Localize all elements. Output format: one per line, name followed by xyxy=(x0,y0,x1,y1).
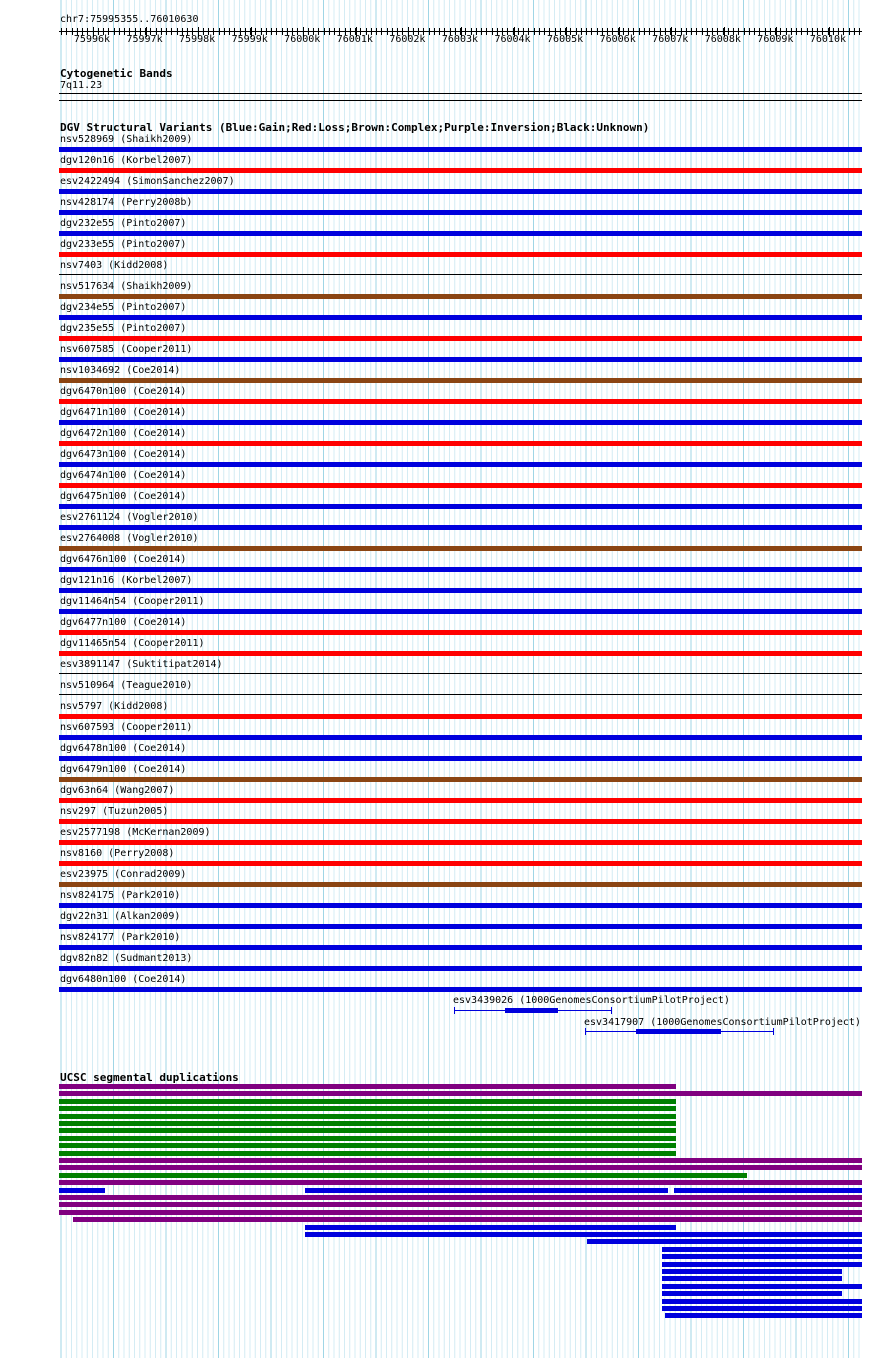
segdup-feature[interactable] xyxy=(662,1254,862,1259)
segdup-feature[interactable] xyxy=(59,1128,676,1133)
ruler-minor-tick xyxy=(807,28,808,35)
dgv-variant-bar[interactable] xyxy=(59,777,862,782)
dgv-variant-bar[interactable] xyxy=(59,735,862,740)
ruler-tick-label: 75998k xyxy=(179,34,216,45)
dgv-variant-label[interactable]: dgv6470n100 (Coe2014) xyxy=(60,386,187,397)
segdup-feature[interactable] xyxy=(662,1291,842,1296)
dgv-variant-bar[interactable] xyxy=(59,882,862,887)
cytoband-label: 7q11.23 xyxy=(60,80,103,91)
ruler-minor-tick xyxy=(854,28,855,35)
ruler-minor-tick xyxy=(534,28,535,35)
segdup-feature[interactable] xyxy=(59,1114,676,1119)
dgv-variant-bar[interactable] xyxy=(59,588,862,593)
dgv-variant-label[interactable]: dgv120n16 (Korbel2007) xyxy=(60,155,193,166)
dgv-variant-label[interactable]: nsv517634 (Shaikh2009) xyxy=(60,281,193,292)
dgv-variant-label[interactable]: nsv5797 (Kidd2008) xyxy=(60,701,169,712)
dgv-variant-bar[interactable] xyxy=(59,945,862,950)
small-variant-1-endcap xyxy=(611,1007,612,1014)
dgv-variant-label[interactable]: nsv824175 (Park2010) xyxy=(60,890,181,901)
dgv-variant-label[interactable]: nsv824177 (Park2010) xyxy=(60,932,181,943)
dgv-variant-label[interactable]: dgv11464n54 (Cooper2011) xyxy=(60,596,205,607)
segdup-feature[interactable] xyxy=(662,1247,862,1252)
ruler-minor-tick xyxy=(691,28,692,35)
dgv-variant-label[interactable]: nsv607593 (Cooper2011) xyxy=(60,722,193,733)
ruler-minor-tick xyxy=(376,28,377,35)
dgv-variant-bar[interactable] xyxy=(59,798,862,803)
ruler-minor-tick xyxy=(801,28,802,35)
dgv-variant-label[interactable]: nsv510964 (Teague2010) xyxy=(60,680,193,691)
segdup-feature[interactable] xyxy=(59,1099,676,1104)
segdup-feature[interactable] xyxy=(59,1106,676,1111)
ruler-tick-label: 76010k xyxy=(809,34,846,45)
dgv-variant-label[interactable]: dgv6476n100 (Coe2014) xyxy=(60,554,187,565)
dgv-variant-bar[interactable] xyxy=(59,651,862,656)
ruler-minor-tick xyxy=(114,28,115,35)
dgv-variant-label[interactable]: dgv6474n100 (Coe2014) xyxy=(60,470,187,481)
ruler-minor-tick xyxy=(66,28,67,35)
segdup-feature[interactable] xyxy=(305,1225,676,1230)
ruler-minor-tick xyxy=(72,28,73,35)
dgv-variant-bar[interactable] xyxy=(59,546,862,551)
ruler-minor-tick xyxy=(696,28,697,35)
dgv-variant-label[interactable]: dgv6478n100 (Coe2014) xyxy=(60,743,187,754)
dgv-variant-label[interactable]: esv23975 (Conrad2009) xyxy=(60,869,187,880)
segdup-feature[interactable] xyxy=(59,1173,747,1178)
dgv-variant-bar[interactable] xyxy=(59,294,862,299)
dgv-variant-label[interactable]: dgv6472n100 (Coe2014) xyxy=(60,428,187,439)
ruler-tick-label: 76008k xyxy=(704,34,741,45)
ruler-minor-tick xyxy=(754,28,755,35)
dgv-variant-bar[interactable] xyxy=(59,609,862,614)
dgv-track-title: DGV Structural Variants (Blue:Gain;Red:Loss;Brown:Complex;Purple:Inversion;Black:Unknown) xyxy=(60,121,650,134)
ruler-minor-tick xyxy=(276,28,277,35)
ruler-minor-tick xyxy=(381,28,382,35)
dgv-variant-label[interactable]: nsv1034692 (Coe2014) xyxy=(60,365,181,376)
dgv-variant-label[interactable]: esv2422494 (SimonSanchez2007) xyxy=(60,176,235,187)
ruler-minor-tick xyxy=(282,28,283,35)
dgv-variant-bar[interactable] xyxy=(59,378,862,383)
dgv-variant-label[interactable]: dgv6471n100 (Coe2014) xyxy=(60,407,187,418)
ruler-minor-tick xyxy=(434,28,435,35)
segdup-feature[interactable] xyxy=(662,1262,862,1267)
dgv-variant-label[interactable]: dgv11465n54 (Cooper2011) xyxy=(60,638,205,649)
segdup-feature[interactable] xyxy=(59,1165,862,1170)
ruler-minor-tick xyxy=(119,28,120,35)
dgv-variant-label[interactable]: dgv6475n100 (Coe2014) xyxy=(60,491,187,502)
dgv-variant-bar[interactable] xyxy=(59,567,862,572)
ruler-minor-tick xyxy=(224,28,225,35)
segdup-feature[interactable] xyxy=(587,1239,862,1244)
segdup-feature[interactable] xyxy=(662,1276,842,1281)
ruler-minor-tick xyxy=(859,28,860,35)
small-variant-label[interactable]: esv3439026 (1000GenomesConsortiumPilotProject) xyxy=(453,995,730,1006)
dgv-variant-bar[interactable] xyxy=(59,252,862,257)
dgv-variant-label[interactable]: dgv234e55 (Pinto2007) xyxy=(60,302,187,313)
cytoband-divider xyxy=(59,100,862,101)
ruler-minor-tick xyxy=(329,28,330,35)
ruler-tick-label: 76002k xyxy=(389,34,426,45)
dgv-variant-label[interactable]: dgv235e55 (Pinto2007) xyxy=(60,323,187,334)
dgv-variant-bar[interactable] xyxy=(59,756,862,761)
segdup-feature[interactable] xyxy=(59,1202,862,1207)
cytoband-track-title: Cytogenetic Bands xyxy=(60,67,173,80)
ruler-minor-tick xyxy=(171,28,172,35)
dgv-variant-label[interactable]: dgv82n82 (Sudmant2013) xyxy=(60,953,193,964)
ruler-minor-tick xyxy=(486,28,487,35)
segdup-feature[interactable] xyxy=(59,1084,676,1089)
small-variant-1-endcap xyxy=(454,1007,455,1014)
segdup-feature[interactable] xyxy=(59,1210,862,1215)
dgv-variant-label[interactable]: esv2577198 (McKernan2009) xyxy=(60,827,211,838)
ruler-minor-tick xyxy=(796,28,797,35)
dgv-variant-bar[interactable] xyxy=(59,231,862,236)
dgv-variant-bar[interactable] xyxy=(59,924,862,929)
dgv-variant-bar[interactable] xyxy=(59,840,862,845)
dgv-variant-bar[interactable] xyxy=(59,147,862,152)
cytoband-bar xyxy=(59,93,862,94)
dgv-variant-bar[interactable] xyxy=(59,357,862,362)
dgv-variant-bar[interactable] xyxy=(59,630,862,635)
dgv-variant-label[interactable]: dgv6479n100 (Coe2014) xyxy=(60,764,187,775)
ruler-minor-tick xyxy=(644,28,645,35)
dgv-variant-label[interactable]: dgv6473n100 (Coe2014) xyxy=(60,449,187,460)
ruler-minor-tick xyxy=(591,28,592,35)
segdup-feature[interactable] xyxy=(59,1195,862,1200)
dgv-variant-bar[interactable] xyxy=(59,504,862,509)
dgv-variant-bar[interactable] xyxy=(59,274,862,275)
dgv-variant-bar[interactable] xyxy=(59,966,862,971)
dgv-variant-bar[interactable] xyxy=(59,420,862,425)
dgv-variant-label[interactable]: nsv297 (Tuzun2005) xyxy=(60,806,169,817)
ruler-minor-tick xyxy=(439,28,440,35)
ruler-minor-tick xyxy=(61,28,62,35)
ruler-minor-tick xyxy=(429,28,430,35)
dgv-variant-label[interactable]: nsv528969 (Shaikh2009) xyxy=(60,134,193,145)
ruler-tick-label: 76001k xyxy=(336,34,373,45)
dgv-variant-bar[interactable] xyxy=(59,673,862,674)
dgv-variant-label[interactable]: dgv22n31 (Alkan2009) xyxy=(60,911,181,922)
segdup-feature[interactable] xyxy=(674,1188,863,1193)
dgv-variant-label[interactable]: esv2764008 (Vogler2010) xyxy=(60,533,199,544)
dgv-variant-bar[interactable] xyxy=(59,483,862,488)
ruler-minor-tick xyxy=(229,28,230,35)
dgv-variant-bar[interactable] xyxy=(59,694,862,695)
dgv-variant-bar[interactable] xyxy=(59,399,862,404)
dgv-variant-label[interactable]: dgv63n64 (Wang2007) xyxy=(60,785,175,796)
segdup-feature[interactable] xyxy=(59,1188,105,1193)
ruler-minor-tick xyxy=(649,28,650,35)
dgv-variant-bar[interactable] xyxy=(59,210,862,215)
ruler-minor-tick xyxy=(334,28,335,35)
dgv-variant-label[interactable]: nsv607585 (Cooper2011) xyxy=(60,344,193,355)
segdup-feature[interactable] xyxy=(662,1299,862,1304)
dgv-variant-bar[interactable] xyxy=(59,189,862,194)
ruler-minor-tick xyxy=(166,28,167,35)
ruler-minor-tick xyxy=(849,28,850,35)
ruler-tick-label: 75997k xyxy=(126,34,163,45)
dgv-variant-label[interactable]: esv2761124 (Vogler2010) xyxy=(60,512,199,523)
segdup-feature[interactable] xyxy=(662,1284,862,1289)
segdup-track-title: UCSC segmental duplications xyxy=(60,1071,239,1084)
segdup-feature[interactable] xyxy=(59,1180,862,1185)
ruler-minor-tick xyxy=(702,28,703,35)
ruler-minor-tick xyxy=(219,28,220,35)
ruler-tick-label: 75996k xyxy=(73,34,111,45)
ruler-tick-label: 75999k xyxy=(231,34,268,45)
segdup-feature[interactable] xyxy=(665,1313,862,1318)
ruler-tick-label: 76005k xyxy=(547,34,584,45)
segdup-feature[interactable] xyxy=(662,1269,842,1274)
dgv-variant-bar[interactable] xyxy=(59,861,862,866)
ruler-tick-label: 76006k xyxy=(599,34,636,45)
ruler-minor-tick xyxy=(744,28,745,35)
dgv-variant-label[interactable]: dgv6480n100 (Coe2014) xyxy=(60,974,187,985)
dgv-variant-bar[interactable] xyxy=(59,714,862,719)
ruler-minor-tick xyxy=(324,28,325,35)
dgv-variant-label[interactable]: dgv233e55 (Pinto2007) xyxy=(60,239,187,250)
dgv-variant-bar[interactable] xyxy=(59,441,862,446)
dgv-variant-label[interactable]: nsv8160 (Perry2008) xyxy=(60,848,175,859)
ruler-minor-tick xyxy=(544,28,545,35)
position-label: chr7:75995355..76010630 xyxy=(60,14,199,25)
dgv-variant-bar[interactable] xyxy=(59,462,862,467)
ruler-minor-tick xyxy=(539,28,540,35)
dgv-variant-bar[interactable] xyxy=(59,903,862,908)
ruler-tick-label: 76003k xyxy=(441,34,479,45)
ruler-minor-tick xyxy=(271,28,272,35)
ruler-minor-tick xyxy=(639,28,640,35)
ruler-tick-label: 76000k xyxy=(284,34,321,45)
ruler-minor-tick xyxy=(124,28,125,35)
dgv-variant-bar[interactable] xyxy=(59,525,862,530)
dgv-variant-label[interactable]: dgv232e55 (Pinto2007) xyxy=(60,218,187,229)
dgv-variant-label[interactable]: nsv428174 (Perry2008b) xyxy=(60,197,193,208)
dgv-variant-bar[interactable] xyxy=(59,987,862,992)
segdup-feature[interactable] xyxy=(59,1136,676,1141)
ruler-minor-tick xyxy=(177,28,178,35)
ruler-minor-tick xyxy=(597,28,598,35)
small-variant-2-endcap xyxy=(585,1028,586,1035)
ruler-minor-tick xyxy=(749,28,750,35)
ruler-minor-tick xyxy=(387,28,388,35)
segdup-feature[interactable] xyxy=(73,1217,862,1222)
small-variant-1-core[interactable] xyxy=(505,1008,558,1013)
dgv-variant-bar[interactable] xyxy=(59,819,862,824)
ruler-tick-label: 76009k xyxy=(757,34,794,45)
small-variant-2-endcap xyxy=(773,1028,774,1035)
dgv-variant-label[interactable]: nsv7403 (Kidd2008) xyxy=(60,260,169,271)
segdup-feature[interactable] xyxy=(662,1306,862,1311)
dgv-variant-bar[interactable] xyxy=(59,315,862,320)
small-variant-label[interactable]: esv3417907 (1000GenomesConsortiumPilotProject) xyxy=(584,1017,861,1028)
dgv-variant-label[interactable]: esv3891147 (Suktitipat2014) xyxy=(60,659,223,670)
ruler-minor-tick xyxy=(586,28,587,35)
segdup-feature[interactable] xyxy=(305,1188,668,1193)
segdup-feature[interactable] xyxy=(59,1143,676,1148)
segdup-feature[interactable] xyxy=(59,1091,862,1096)
segdup-feature[interactable] xyxy=(59,1151,676,1156)
dgv-variant-bar[interactable] xyxy=(59,336,862,341)
dgv-variant-label[interactable]: dgv121n16 (Korbel2007) xyxy=(60,575,193,586)
ruler-tick-label: 76004k xyxy=(494,34,531,45)
small-variant-2-core[interactable] xyxy=(636,1029,721,1034)
segdup-feature[interactable] xyxy=(305,1232,862,1237)
ruler-tick-label: 76007k xyxy=(652,34,689,45)
segdup-feature[interactable] xyxy=(59,1158,862,1163)
dgv-variant-bar[interactable] xyxy=(59,168,862,173)
ruler-minor-tick xyxy=(481,28,482,35)
ruler-minor-tick xyxy=(492,28,493,35)
segdup-feature[interactable] xyxy=(59,1121,676,1126)
dgv-variant-label[interactable]: dgv6477n100 (Coe2014) xyxy=(60,617,187,628)
